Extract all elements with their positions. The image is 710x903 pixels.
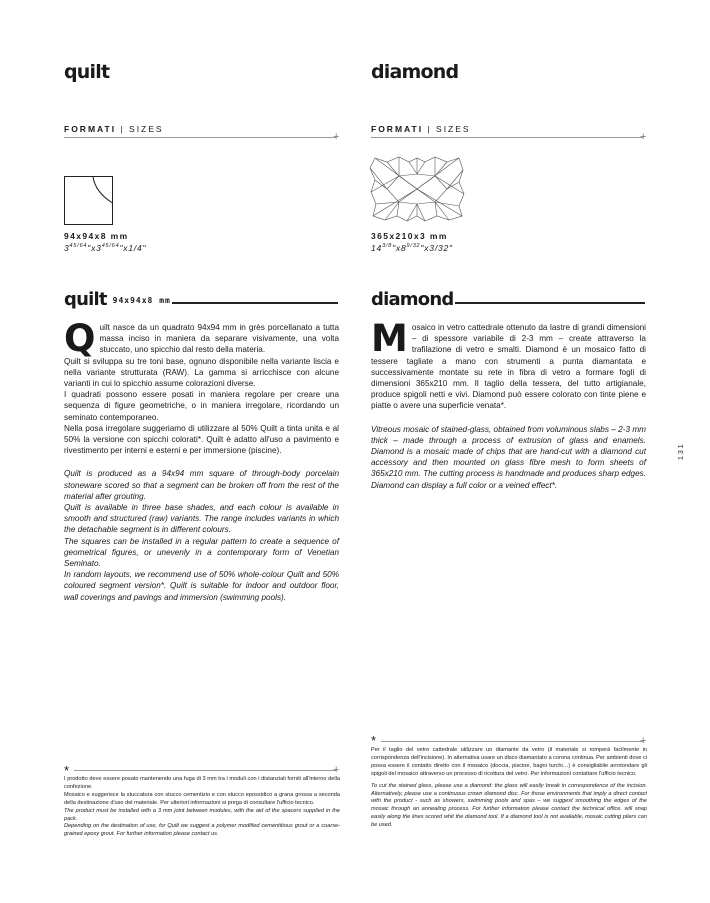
quilt-description: Quilt nasce da un quadrato 94x94 mm in grès porcellanato a tutta massa inciso in maniera da separare visivamente, una volta stuccato, uno spicchio dal resto della materia. Quilt si sviluppa su tre toni base, ognuno disponibile nella variante liscia e nella variante strutturata (RAW). La gamma si arricchisce con alcune varianti in cui lo spicchio assume colorazioni diverse. I quadrati possono essere posati in maniera regolare per creare una sequenza di figure geometriche, o in maniera irregolare, ricordando un seminato contemporaneo. Nella posa irregolare suggeriamo di utilizzare al 50% Quilt a tinta unita e al 50% la versione con spicchi colorati*. Quilt è adatto all'uso a pavimento e rivestimento per interni e esterni e per immersione (piscine). Quilt is produced as a 94x94 mm square of through-body porcelain stoneware scored so that a segment can be broken off from the rest of the material after grouting. Quilt is available in three base shades, and each colour is available in smooth and structured (raw) variants. The range includes variants in which the detachable segment is in different colours. The squares can be installed in a regular pattern to create a sequence of geometrical figures, or unevenly in a contemporary form of Venetian Seminato. In random layouts, we recommend use of 50% whole-colour Quilt and 50% coloured segment version*. Quilt is suitable for indoor and outdoor floor, wall coverings and pavings and immersion (swimming pools). bbox=[64, 317, 339, 602]
quilt-heading-rule bbox=[172, 302, 338, 304]
plus-mark: + bbox=[333, 764, 340, 776]
diamond-dimension-mm: 365x210x3 mm bbox=[371, 231, 448, 241]
page-number: 131 bbox=[678, 442, 685, 460]
quilt-dropcap: Q bbox=[64, 317, 96, 360]
diamond-sizes-label: FORMATI | SIZES bbox=[371, 124, 471, 134]
quilt-note-rule bbox=[74, 770, 336, 771]
diamond-heading-rule bbox=[455, 302, 645, 304]
quilt-sizes-rule bbox=[64, 137, 336, 138]
quilt-tile-drawing bbox=[64, 176, 114, 231]
diamond-sizes-rule bbox=[371, 137, 643, 138]
plus-mark: + bbox=[640, 131, 647, 143]
diamond-dimension-inch: $14^{3/8}"x8^{9/32}"x3/32$" bbox=[371, 243, 453, 253]
diamond-note-rule bbox=[381, 741, 643, 742]
plus-mark: + bbox=[333, 131, 340, 143]
quilt-heading: quilt 94x94x8 mm bbox=[64, 289, 171, 310]
quilt-dimension-mm: 94x94x8 mm bbox=[64, 231, 129, 241]
diamond-dropcap: M bbox=[371, 317, 408, 360]
quilt-installation-note: I prodotto deve essere posato mantenendo una fuga di 3 mm tra i moduli con i distanziali forniti all'interno della confezione. Mosaico e suggerisce la stuccatura con stucco cementizio e con stucco epossidico a grana grossa a seconda della destinazione d'uso del materiale. Per ulteriori informazioni si prega di consultare l'ufficio tecnico. The product must be installed with a 3 mm joint between modules, with the aid of the spacers supplied in the pack. Depending on the destination of use, for Quilt we suggest a polymer modified cementitious grout or a coarse-grained epoxy grout. For further information please contact us. bbox=[64, 776, 340, 838]
quilt-title: quilt bbox=[64, 61, 110, 83]
diamond-title: diamond bbox=[371, 61, 459, 83]
quilt-dimension-inch: $3^{45/64}"x3^{45/64}"x1/4$" bbox=[64, 243, 147, 253]
quilt-note-star: * bbox=[64, 763, 70, 778]
diamond-sheet-drawing bbox=[369, 156, 465, 227]
diamond-description: Mosaico in vetro cattedrale ottenuto da lastre di grandi dimensioni – di spessore variabile di 2-3 mm – create attraverso la trafilazione di vetro e smalti. Diamond è un mosaico fatto di tessere tagliate a mano con strumenti a punta diamantata e successivamente montate su rete in fibra di vetro a formare fogli di dimensioni 365x210 mm. Il taglio della tessera, del tutto artigianale, produce spigoli netti e vivi. Diamond può essere colorato con tinte piene e piatte o avere una superficie venata*. Vitreous mosaic of stained-glass, obtained from voluminous slabs – 2-3 mm thick – made through a process of extrusion of glass and enamels. Diamond is a mosaic made of chips that are hand-cut with a diamond cut accessory and then mounted on glass fibre mesh to form sheets of 365x210 mm. The cutting process is handmade and produces sharp edges. Diamond can display a full color or a veined effect*. bbox=[371, 317, 646, 490]
diamond-note-star: * bbox=[371, 733, 377, 748]
plus-mark: + bbox=[640, 735, 647, 747]
quilt-sizes-label: FORMATI | SIZES bbox=[64, 124, 164, 134]
diamond-heading: diamond bbox=[371, 289, 454, 310]
diamond-cutting-note: Per il taglio del vetro cattedrale utilizzare un diamante da vetro (il materiale si romperà facilmente in corrispondenza dell'incisione). In alternativa usare un disco diamantato a corona continua. Per ambienti dove ci possa essere il contatto diretto con il mosaico (doccia, piscine, bagni turchi…) è consigliabile arrotondare gli spigoli del mosaico attraverso un processo di ricottura del vetro. Per informazioni contattare l'ufficio tecnico. To cut the stained glass, please use a diamond: the glass will easily break in correspondence of the incision. Alternatively, please use a continuous crown diamond disc. For those environments that imply a direct contact with the product - such as showers, swimming pools and spas – we suggest smoothing the edges of the mosaic through an annealing process. For further information please contact the technical office. will snap easily along the lines scored whit the diamond tool. If a diamond tool is not available, mosaic cutting pliers can be used. bbox=[371, 747, 647, 829]
